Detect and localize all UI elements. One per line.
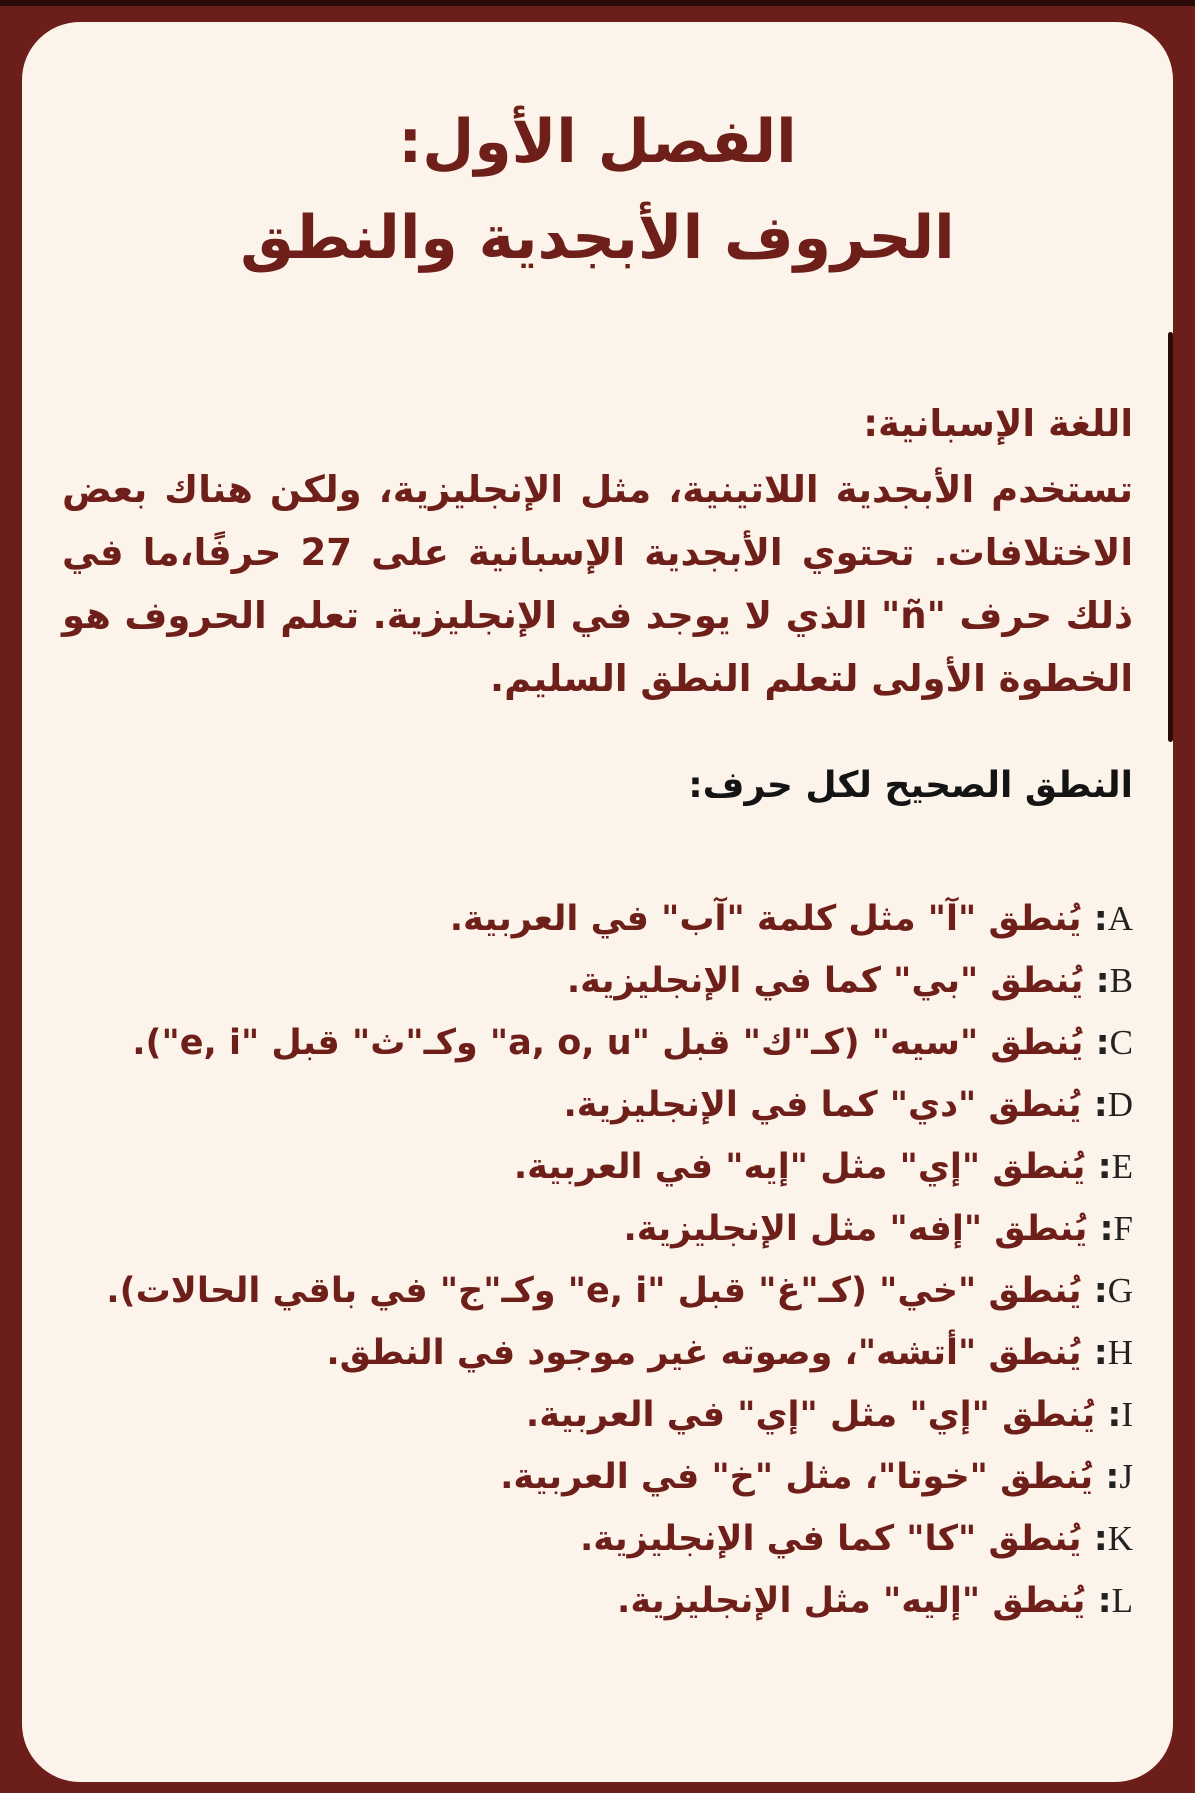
letter-key: A: [1107, 899, 1133, 938]
letter-description: يُنطق "إي" مثل "إي" في العربية.: [525, 1395, 1096, 1435]
content-card: [22, 22, 1173, 1782]
letter-item-g: [62, 1260, 1133, 1322]
letter-item-e: [62, 1136, 1133, 1198]
chapter-title-line2: الحروف الأبجدية والنطق: [240, 203, 955, 273]
letter-description: يُنطق "إليه" مثل الإنجليزية.: [617, 1581, 1086, 1621]
letter-key: C: [1109, 1023, 1133, 1062]
letter-description: يُنطق "أتشه"، وصوته غير موجود في النطق.: [326, 1333, 1082, 1373]
letter-separator: :: [1081, 1519, 1108, 1559]
letter-separator: :: [1085, 1581, 1112, 1621]
letter-item-c: [62, 1012, 1133, 1074]
letter-item-d: [62, 1074, 1133, 1136]
scroll-indicator[interactable]: [1168, 332, 1173, 742]
letter-separator: :: [1085, 1147, 1112, 1187]
letter-separator: :: [1083, 961, 1110, 1001]
letter-description: يُنطق "خي" (كـ"غ" قبل "e, i" وكـ"ج" في باقي الحالات).: [106, 1271, 1082, 1311]
letter-description: يُنطق "سيه" (كـ"ك" قبل "a, o, u" وكـ"ث" قبل "e, i").: [132, 1023, 1084, 1063]
letter-item-a: [62, 888, 1133, 950]
letter-key: L: [1111, 1581, 1133, 1620]
letter-separator: :: [1093, 1457, 1120, 1497]
letter-key: K: [1107, 1519, 1133, 1558]
chapter-title: [62, 94, 1133, 286]
letter-key: G: [1107, 1271, 1133, 1310]
pronunciation-heading: النطق الصحيح لكل حرف:: [688, 765, 1133, 806]
intro-paragraph: تستخدم الأبجدية اللاتينية، مثل الإنجليزية، ولكن هناك بعض الاختلافات. تحتوي الأبجدية الإسبانية على 27 حرفًا،ما في ذلك حرف "ñ" الذي لا يوجد في الإنجليزية. تعلم الحروف هو الخطوة الأولى لتعلم النطق السليم.: [62, 468, 1133, 700]
letter-key: F: [1113, 1209, 1133, 1248]
letter-description: يُنطق "كا" كما في الإنجليزية.: [580, 1519, 1082, 1559]
letter-item-f: [62, 1198, 1133, 1260]
letter-key: J: [1119, 1457, 1133, 1496]
letter-separator: :: [1083, 1023, 1110, 1063]
letter-key: E: [1111, 1147, 1133, 1186]
letter-item-i: [62, 1384, 1133, 1446]
letter-key: H: [1107, 1333, 1133, 1372]
letter-key: I: [1121, 1395, 1133, 1434]
letter-description: يُنطق "بي" كما في الإنجليزية.: [566, 961, 1084, 1001]
letter-separator: :: [1087, 1209, 1114, 1249]
chapter-title-line1: الفصل الأول:: [398, 107, 797, 177]
letter-separator: :: [1081, 1333, 1108, 1373]
letter-separator: :: [1095, 1395, 1122, 1435]
letter-item-h: [62, 1322, 1133, 1384]
section-heading: اللغة الإسبانية:: [863, 402, 1133, 445]
letter-item-k: [62, 1508, 1133, 1570]
letter-item-l: [62, 1570, 1133, 1632]
letter-key: B: [1109, 961, 1133, 1000]
letter-description: يُنطق "دي" كما في الإنجليزية.: [563, 1085, 1082, 1125]
top-edge: [0, 0, 1195, 6]
letter-separator: :: [1081, 899, 1108, 939]
letter-separator: :: [1081, 1271, 1108, 1311]
letter-description: يُنطق "خوتا"، مثل "خ" في العربية.: [500, 1457, 1094, 1497]
letter-separator: :: [1081, 1085, 1108, 1125]
letter-item-j: [62, 1446, 1133, 1508]
letter-description: يُنطق "إفه" مثل الإنجليزية.: [623, 1209, 1088, 1249]
letter-description: يُنطق "آ" مثل كلمة "آب" في العربية.: [449, 899, 1082, 939]
letter-item-b: [62, 950, 1133, 1012]
letter-description: يُنطق "إي" مثل "إيه" في العربية.: [513, 1147, 1086, 1187]
letter-list: [62, 888, 1133, 1632]
letter-key: D: [1107, 1085, 1133, 1124]
